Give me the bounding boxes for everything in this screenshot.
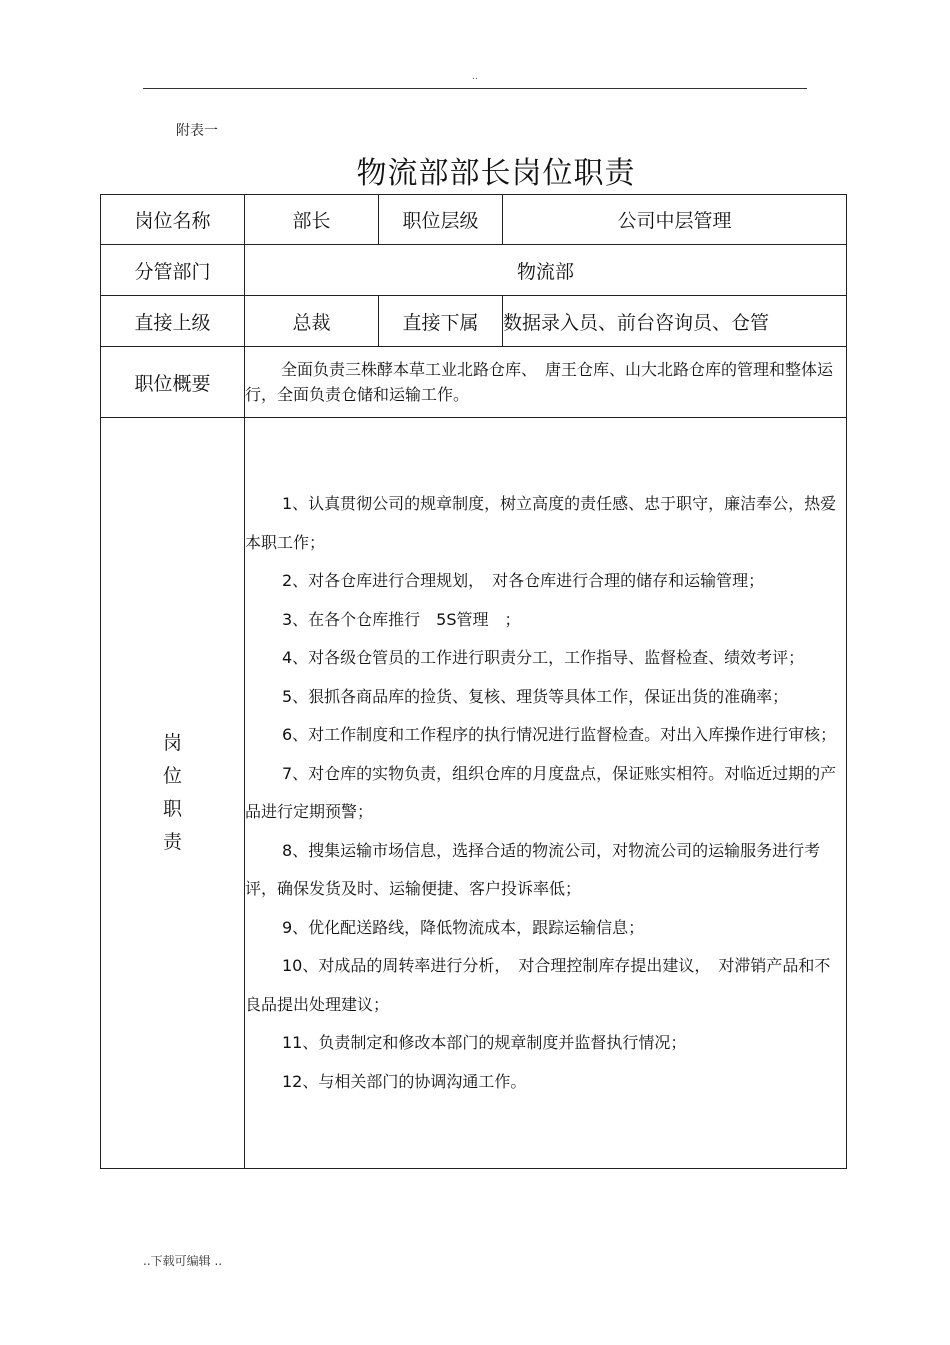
document-title: 物流部部长岗位职责 xyxy=(356,156,636,191)
duty-item: 1、认真贯彻公司的规章制度，树立高度的责任感、忠于职守，廉洁奉公，热爱本职工作； xyxy=(245,494,837,552)
direct-subordinate-value: 数据录入员、前台咨询员、仓管 xyxy=(503,296,847,347)
duty-item: 6、对工作制度和工作程序的执行情况进行监督检查。对出入库操作进行审核； xyxy=(282,725,837,744)
duties-label-vertical xyxy=(101,727,244,859)
row-position-name xyxy=(101,195,847,245)
job-duties-table xyxy=(100,194,847,1169)
duties-label-char: 岗 xyxy=(162,732,182,754)
department-label: 分管部门 xyxy=(101,245,245,296)
footer-note: ..下载可编辑 .. xyxy=(143,1254,223,1268)
duty-item: 9、优化配送路线，降低物流成本，跟踪运输信息； xyxy=(282,917,645,937)
position-name-label: 岗位名称 xyxy=(101,195,245,245)
duties-label-cell xyxy=(101,418,245,1169)
duty-item: 4、对各级仓管员的工作进行职责分工，工作指导、监督检查、绩效考评； xyxy=(282,648,805,667)
header-rule xyxy=(143,88,807,89)
duties-list xyxy=(245,418,847,1169)
duty-item: 7、对仓库的实物负责，组织仓库的月度盘点，保证账实相符。对临近过期的产品进行定期预警； xyxy=(245,763,837,821)
position-level-value: 公司中层管理 xyxy=(503,195,847,245)
duty-item: 8、搜集运输市场信息，选择合适的物流公司，对物流公司的运输服务进行考评，确保发货及时、运输便捷、客户投诉率低； xyxy=(245,840,821,898)
direct-superior-label: 直接上级 xyxy=(101,296,245,347)
row-summary xyxy=(101,347,847,418)
row-reporting xyxy=(101,296,847,347)
duty-item: 10、对成品的周转率进行分析， 对合理控制库存提出建议， 对滞销产品和不良品提出处理建议； xyxy=(245,956,831,1014)
direct-superior-value: 总裁 xyxy=(245,296,379,347)
summary-text: 全面负责三株酵本草工业北路仓库、 唐王仓库、山大北路仓库的管理和整体运行，全面负责仓储和运输工作。 xyxy=(245,360,834,404)
position-level-label: 职位层级 xyxy=(379,195,503,245)
row-department xyxy=(101,245,847,296)
appendix-label: 附表一 xyxy=(176,123,218,139)
row-duties xyxy=(101,418,847,1169)
duty-item: 2、对各仓库进行合理规划， 对各仓库进行合理的储存和运输管理； xyxy=(282,571,765,590)
duties-label-char: 责 xyxy=(162,831,182,853)
duties-label-char: 位 xyxy=(162,765,182,787)
summary-label: 职位概要 xyxy=(101,347,245,418)
duties-label-char: 职 xyxy=(162,798,182,820)
duty-item: 11、负责制定和修改本部门的规章制度并监督执行情况； xyxy=(282,1033,687,1052)
position-name-value: 部长 xyxy=(245,195,379,245)
header-dots: .. xyxy=(472,72,478,82)
duty-item: 3、在各个仓库推行 5S管理 ； xyxy=(282,609,521,629)
duty-item: 12、与相关部门的协调沟通工作。 xyxy=(282,1071,527,1091)
duty-item: 5、狠抓各商品库的捡货、复核、理货等具体工作，保证出货的准确率； xyxy=(282,686,789,706)
direct-subordinate-label: 直接下属 xyxy=(379,296,503,347)
department-value: 物流部 xyxy=(245,245,847,296)
summary-cell xyxy=(245,347,847,418)
